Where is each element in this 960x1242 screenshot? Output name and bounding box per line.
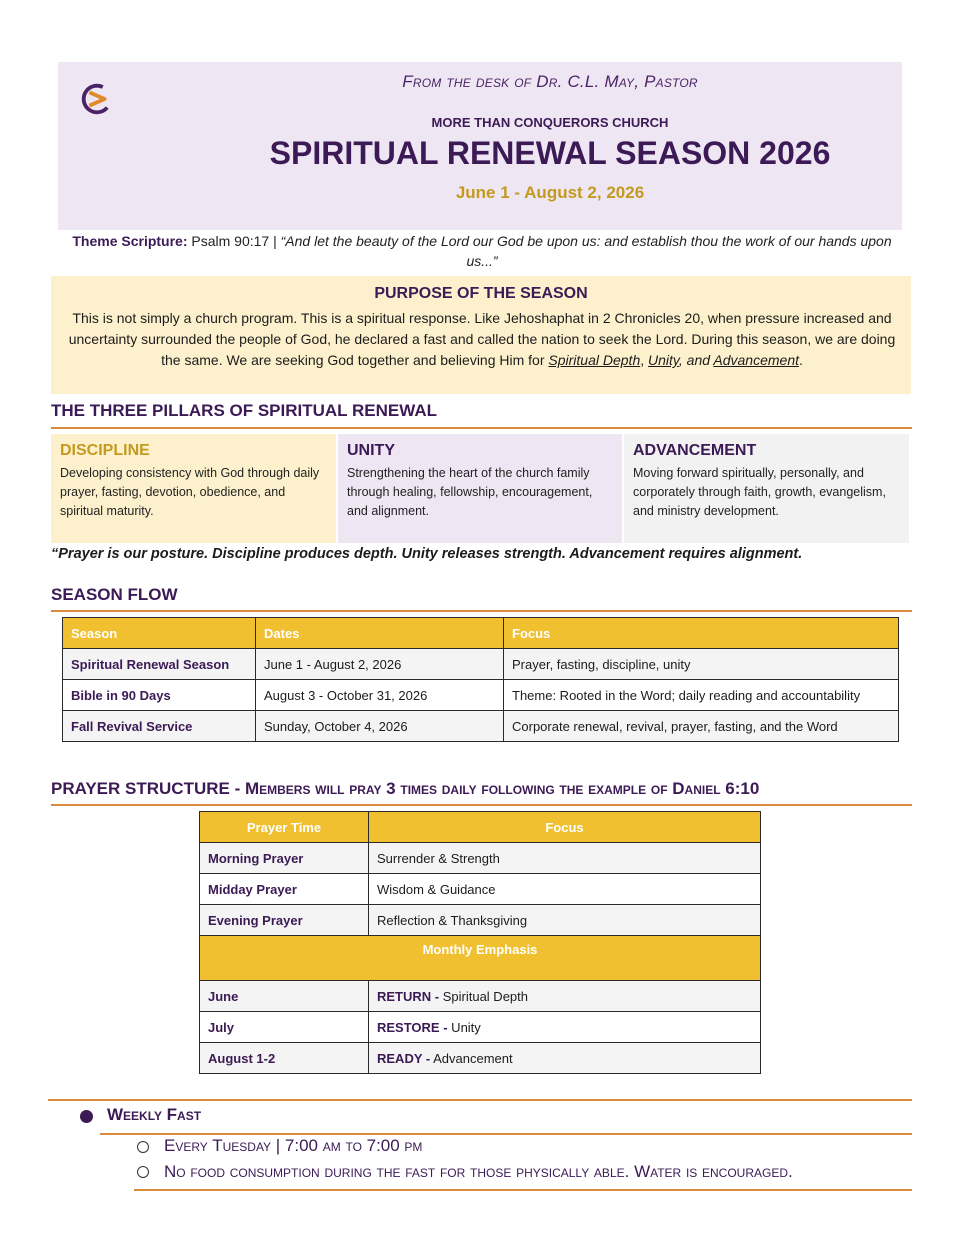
focus-spiritual-depth: Spiritual Depth — [548, 352, 641, 368]
table-row — [63, 680, 899, 711]
pillars-heading: THE THREE PILLARS OF SPIRITUAL RENEWAL — [51, 401, 437, 420]
pillar-title: DISCIPLINE — [60, 442, 150, 459]
table-row — [200, 981, 761, 1012]
table-cell: Bible in 90 Days — [63, 680, 256, 711]
section-divider — [51, 804, 912, 806]
table-row — [63, 711, 899, 742]
purpose-sep: , and — [678, 352, 714, 368]
section-divider — [48, 1099, 912, 1101]
fast-guideline: No food consumption during the fast for those physically able. Water is encouraged. — [164, 1162, 793, 1181]
weekly-fast-title: Weekly Fast — [107, 1105, 202, 1124]
purpose-end: . — [799, 352, 803, 368]
prayer-heading-text: PRAYER STRUCTURE - — [51, 779, 245, 798]
table-cell — [369, 981, 761, 1012]
month-keyword: RESTORE - — [377, 1019, 448, 1035]
month-focus: Unity — [447, 1019, 481, 1035]
table-cell: June 1 - August 2, 2026 — [256, 649, 504, 680]
table-cell: Reflection & Thanksgiving — [369, 905, 761, 936]
pillar-desc: Moving forward spiritually, personally, and corporately through faith, growth, evangelism, and ministry development. — [633, 466, 886, 518]
season-flow-table — [62, 617, 899, 742]
purpose-body — [58, 308, 906, 371]
table-cell: Prayer, fasting, discipline, unity — [504, 649, 899, 680]
fast-schedule: Every Tuesday | 7:00 am to 7:00 pm — [164, 1136, 423, 1155]
bullet-circle-icon — [137, 1166, 149, 1178]
table-cell: Morning Prayer — [200, 843, 369, 874]
theme-reference: Psalm 90:17 | — [191, 233, 281, 249]
table-row — [200, 843, 761, 874]
table-cell: August 3 - October 31, 2026 — [256, 680, 504, 711]
month-keyword: READY - — [377, 1050, 431, 1066]
pillar-title: UNITY — [347, 442, 395, 459]
table-cell: Spiritual Renewal Season — [63, 649, 256, 680]
church-name: MORE THAN CONQUERORS CHURCH — [431, 115, 669, 130]
table-cell: Fall Revival Service — [63, 711, 256, 742]
month-keyword: RETURN - — [377, 988, 440, 1004]
monthly-emphasis-header: Monthly Emphasis — [200, 936, 761, 981]
table-header-row — [200, 812, 761, 843]
pillar-advancement — [624, 434, 909, 543]
month-focus: Advancement — [430, 1050, 513, 1066]
section-divider — [51, 610, 912, 612]
pillar-desc: Developing consistency with God through daily prayer, fasting, devotion, obedience, and spiritual maturity. — [60, 466, 320, 518]
pillar-unity — [338, 434, 622, 543]
pillar-desc: Strengthening the heart of the church family through healing, fellowship, encouragement, and alignment. — [347, 466, 593, 518]
bullet-filled-icon — [80, 1110, 93, 1123]
table-cell: Midday Prayer — [200, 874, 369, 905]
purpose-title: PURPOSE OF THE SEASON — [374, 285, 588, 302]
prayer-heading — [51, 779, 759, 799]
table-header-row — [200, 936, 761, 981]
table-cell: Surrender & Strength — [369, 843, 761, 874]
from-desk-line: From the desk of Dr. C.L. May, Pastor — [402, 72, 698, 91]
table-cell: July — [200, 1012, 369, 1043]
prayer-table — [199, 811, 761, 1074]
column-header: Dates — [256, 618, 504, 649]
table-row — [63, 649, 899, 680]
table-cell: Evening Prayer — [200, 905, 369, 936]
table-row — [200, 874, 761, 905]
section-divider — [100, 1133, 912, 1135]
pillars-motto: “Prayer is our posture. Discipline produces depth. Unity releases strength. Advancement requires alignment. — [51, 546, 803, 562]
column-header: Season — [63, 618, 256, 649]
table-cell: Theme: Rooted in the Word; daily reading and accountability — [504, 680, 899, 711]
season-flow-heading: SEASON FLOW — [51, 585, 178, 604]
theme-label: Theme Scripture: — [72, 233, 188, 249]
season-dates: June 1 - August 2, 2026 — [455, 183, 645, 202]
bullet-circle-icon — [137, 1141, 149, 1153]
focus-advancement: Advancement — [713, 352, 799, 368]
table-cell — [369, 1043, 761, 1074]
section-divider — [134, 1189, 912, 1191]
theme-scripture — [58, 231, 906, 271]
table-header-row — [63, 618, 899, 649]
column-header: Focus — [504, 618, 899, 649]
section-divider — [51, 427, 912, 429]
column-header: Focus — [369, 812, 761, 843]
table-cell: Sunday, October 4, 2026 — [256, 711, 504, 742]
purpose-text: This is not simply a church program. This is a spiritual response. Like Jehoshaphat in 2 Chronicles 20, when pressure increased and uncertainty surrounded the people of God, he declared a fast and called the nation to seek the Lord. During this season, we are doing the same. We are seeking God together and believing Him for — [68, 310, 896, 368]
month-focus: Spiritual Depth — [439, 988, 528, 1004]
table-cell: June — [200, 981, 369, 1012]
table-row — [200, 1012, 761, 1043]
prayer-subheading: Members will pray 3 times daily following the example of Daniel 6:10 — [244, 779, 760, 798]
table-cell: Wisdom & Guidance — [369, 874, 761, 905]
page-title: SPIRITUAL RENEWAL SEASON 2026 — [269, 135, 831, 171]
table-cell — [369, 1012, 761, 1043]
column-header: Prayer Time — [200, 812, 369, 843]
table-cell: August 1-2 — [200, 1043, 369, 1074]
table-row — [200, 905, 761, 936]
theme-quote: “And let the beauty of the Lord our God be upon us: and establish thou the work of our hands upon us...” — [280, 233, 892, 269]
table-cell: Corporate renewal, revival, prayer, fasting, and the Word — [504, 711, 899, 742]
pillar-discipline — [51, 434, 336, 543]
focus-unity: Unity — [648, 352, 679, 368]
purpose-sep: , — [640, 352, 649, 368]
table-row — [200, 1043, 761, 1074]
pillar-title: ADVANCEMENT — [633, 442, 757, 459]
